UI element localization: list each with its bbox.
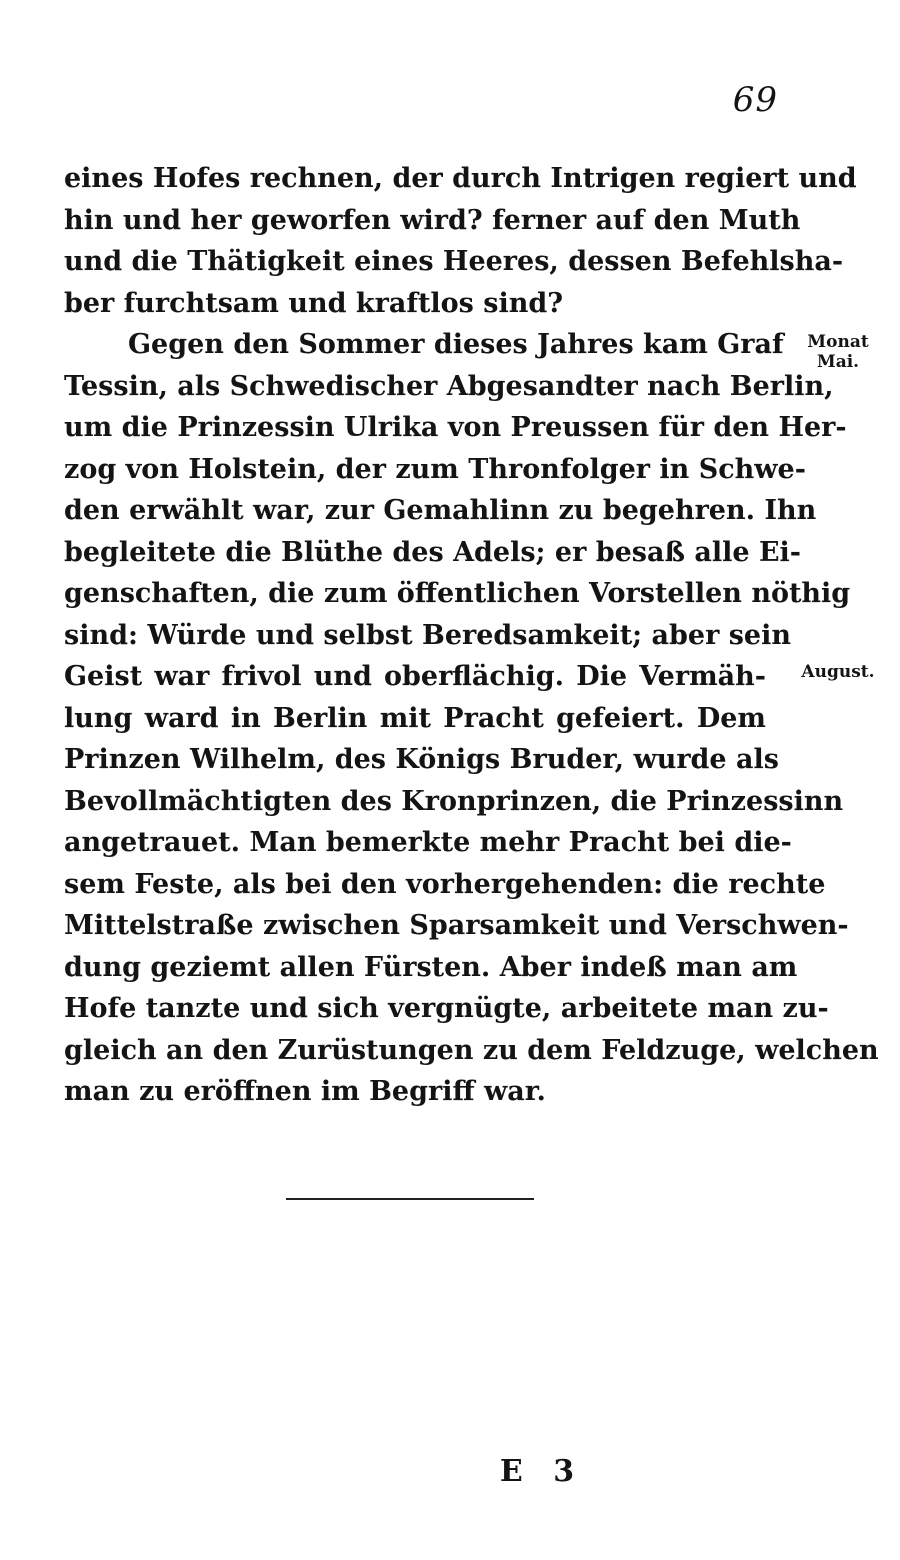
text-line: Bevollmächtigten des Kronprinzen, die Prinzessinn — [64, 785, 844, 817]
margin-note-mai: Mai. — [816, 352, 860, 372]
text-line: hin und her geworfen wird? ferner auf den Muth — [64, 204, 801, 236]
text-line: sind: Würde und selbst Beredsamkeit; aber sein — [64, 619, 791, 651]
text-line: genschaften, die zum öffentlichen Vorstellen nöthig — [64, 578, 851, 609]
text-line: und die Thätigkeit eines Heeres, dessen Befehlsha- — [64, 246, 844, 277]
margin-note-month — [790, 332, 886, 372]
text-line: um die Prinzessin Ulrika von Preussen für den Her- — [64, 412, 847, 443]
margin-note-monat: Monat — [807, 332, 869, 352]
text-line: Geist war frivol und oberflächig. Die Vermäh- — [64, 661, 766, 692]
text-line: angetrauet. Man bemerkte mehr Pracht bei die- — [64, 827, 792, 858]
text-line: ber furchtsam und kraftlos sind? — [64, 287, 564, 319]
printer-signature: E 3 — [499, 1454, 585, 1489]
text-line: Prinzen Wilhelm, des Königs Bruder, wurde als — [64, 744, 779, 775]
page-number: 69 — [732, 80, 778, 120]
text-line: Tessin, als Schwedischer Abgesandter nach Berlin, — [64, 370, 834, 402]
text-line: begleitete die Blüthe des Adels; er besaß alle Ei- — [64, 536, 802, 568]
text-line: eines Hofes rechnen, der durch Intrigen regiert und — [64, 163, 857, 194]
text-line: man zu eröffnen im Begriff war. — [64, 1076, 546, 1107]
text-line: Hofe tanzte und sich vergnügte, arbeitete man zu- — [64, 993, 829, 1024]
text-line: lung ward in Berlin mit Pracht gefeiert. Dem — [64, 702, 766, 734]
text-line: gleich an den Zurüstungen zu dem Feldzuge, welchen — [64, 1034, 879, 1066]
text-line: Gegen den Sommer dieses Jahres kam Graf — [128, 329, 784, 360]
text-line: zog von Holstein, der zum Thronfolger in Schwe- — [64, 453, 806, 485]
text-line: dung geziemt allen Fürsten. Aber indeß man am — [64, 951, 798, 983]
text-line: den erwählt war, zur Gemahlinn zu begehren. Ihn — [64, 495, 817, 526]
text-line: Mittelstraße zwischen Sparsamkeit und Verschwen- — [64, 910, 849, 941]
section-divider — [286, 1198, 534, 1200]
margin-note-august: August. — [801, 662, 875, 682]
text-line: sem Feste, als bei den vorhergehenden: die rechte — [64, 868, 826, 900]
